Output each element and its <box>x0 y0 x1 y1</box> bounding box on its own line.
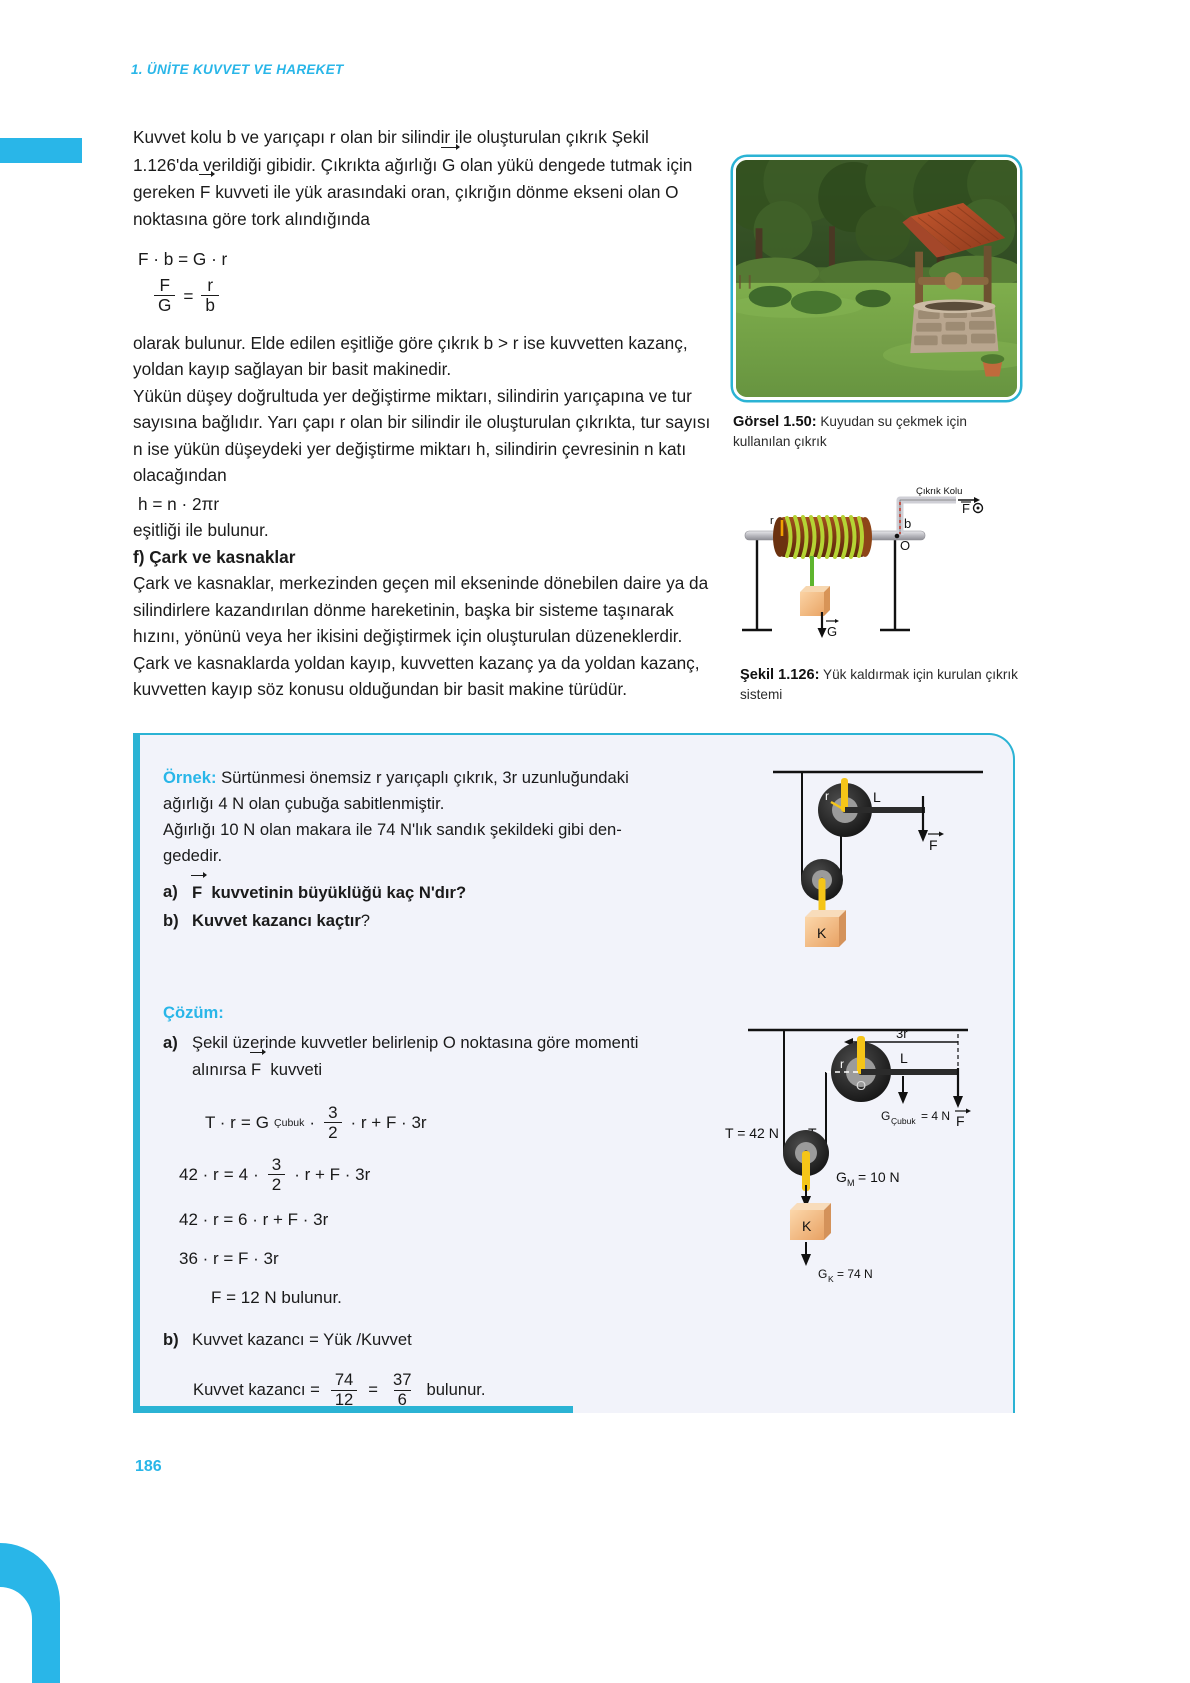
vector-g-inline-1: G <box>442 151 455 179</box>
solution-part-a-label: a) <box>163 1033 178 1052</box>
page-corner-mark <box>0 1543 60 1683</box>
caption-gorsel-text: Kuyudan su çekmek için kullanılan çıkrık <box>733 414 967 449</box>
eq1-lhs: T · r <box>205 1112 236 1132</box>
paragraph-3: Yükün düşey doğrultuda yer değiştirme miktarı, silindirin yarıçapına ve tur sayısına bağlıdır. Yarı çapı r olan bir silindir ile oluşturulan çıkrıkta, tur sayısı n ise yükün düşeydeki yer değiştirme miktarı h, silindirin çevresinin n katı olacağından <box>133 385 711 486</box>
eq1-dot: · <box>309 1112 316 1132</box>
equation-block-1 <box>138 248 715 316</box>
solution-label-gk-sub: K <box>828 1274 834 1284</box>
fraction-numerator: r <box>207 275 214 295</box>
eq2-frac-num: 3 <box>271 1155 282 1175</box>
example-question-b-label: b) <box>163 911 179 930</box>
example-question-b-tail: ? <box>360 911 371 930</box>
winch-label-f: F <box>962 501 970 516</box>
solution-part-a <box>163 1030 733 1083</box>
eq1-frac-den: 2 <box>324 1122 341 1142</box>
example-text-block <box>163 765 723 934</box>
caption-sekil-1-126 <box>740 665 1030 704</box>
eq2-dot: · <box>253 1164 259 1184</box>
photo-well-image <box>733 157 1020 400</box>
eq2-frac-den: 2 <box>268 1174 285 1194</box>
b-frac1-num: 74 <box>334 1370 354 1390</box>
example-question-a-body <box>192 879 466 906</box>
paragraph-4: eşitliği ile bulunur. <box>133 520 269 541</box>
winch-diagram-svg <box>740 480 1020 655</box>
page-number: 186 <box>135 1458 162 1475</box>
example-label-r: r <box>825 789 829 803</box>
solution-equation-3: 42 · r = 6 · r + F · 3r <box>179 1210 329 1230</box>
solution-label-gm-sub: M <box>847 1178 855 1188</box>
example-question-a <box>163 879 723 906</box>
fraction-numerator: F <box>159 275 170 295</box>
example-line-1-text: Sürtünmesi önemsiz r yarıçaplı çıkrık, 3r uzunluğundaki <box>221 768 629 787</box>
paragraph-5: Çark ve kasnaklar, merkezinden geçen mil ekseninde dönebilen daire ya da silindirlere kazandırılan dönme hareketinin, başka bir sisteme taşınarak hızını, yönünü veya her ikisini değiştirmek için oluşturulan düzeneklerdir. Çark ve kasnaklarda yoldan kayıp, kuvvetten kazanç ya da yoldan kazanç, kuvvetten kayıp söz konusu olduğundan bir basit makine türüdür. <box>133 573 709 700</box>
solution-equation-5: F = 12 N bulunur. <box>211 1288 342 1308</box>
paragraph-1-part2: olan yükü dengede tutmak için gereken <box>133 154 693 202</box>
example-line-2: ağırlığı 4 N olan çubuğa sabitlenmiştir. <box>163 794 445 813</box>
example-diagram <box>745 762 995 982</box>
solution-part-a-body <box>192 1030 638 1083</box>
example-label-F: F <box>929 837 938 853</box>
eq2-lhs: 42 · r <box>179 1164 219 1184</box>
b-frac1-den: 12 <box>331 1390 357 1410</box>
b-frac2-den: 6 <box>394 1390 411 1410</box>
solution-label-3r: 3r <box>896 1026 908 1041</box>
solution-label-r: r <box>840 1057 844 1071</box>
example-diagram-svg <box>745 762 995 982</box>
example-label-L: L <box>873 789 881 805</box>
example-question-b-body <box>192 908 370 934</box>
fraction-denominator: b <box>201 295 219 315</box>
eq2-rhs: · r + F · 3r <box>294 1164 371 1184</box>
equation-h: h = n · 2πr <box>138 493 220 514</box>
solution-equations <box>179 1103 733 1311</box>
vector-f-inline-1: F <box>200 178 211 206</box>
eq1-fraction <box>324 1103 341 1142</box>
b-result-post: bulunur. <box>426 1380 486 1400</box>
fraction-r-over-b <box>201 276 219 316</box>
paragraph-1 <box>133 124 715 232</box>
solution-label-gm: G <box>836 1169 847 1185</box>
solution-part-a-line1: Şekil üzerinde kuvvetler belirlenip O noktasına göre momenti <box>192 1033 639 1052</box>
solution-label-F: F <box>956 1113 965 1129</box>
solution-label-gm-val: = 10 N <box>858 1169 900 1185</box>
solution-part-b <box>163 1327 733 1353</box>
vector-f-solution: F <box>251 1056 261 1083</box>
eq1-g: G <box>255 1112 270 1132</box>
equals-sign: = <box>183 285 194 306</box>
eq2-coef: 4 <box>238 1164 249 1184</box>
solution-diagram <box>718 1010 1013 1295</box>
solution-label-gcubuk: G <box>881 1109 891 1123</box>
winch-label-o: O <box>900 538 911 553</box>
caption-gorsel-label: Görsel 1.50: <box>733 414 817 430</box>
main-text-column <box>133 124 715 703</box>
equation-fb-gr: F · b = G · r <box>138 249 228 269</box>
solution-label-O: O <box>856 1078 867 1093</box>
example-panel-left-bar <box>133 733 140 1413</box>
paragraph-1-part3: kuvveti ile yük arasındaki oran, çıkrığın dönme ekseni olan O noktasına göre tork alındığında <box>133 182 679 229</box>
example-question-b <box>163 908 723 934</box>
fraction-denominator: G <box>154 295 175 315</box>
eq1-equals: = <box>240 1112 251 1132</box>
solution-label-gcubuk-val: = 4 N <box>921 1109 951 1123</box>
winch-label-r: r <box>770 515 774 527</box>
vector-f-question-a: F <box>192 879 202 906</box>
solution-part-a-line2-pre: alınırsa <box>192 1060 247 1079</box>
eq1-frac-num: 3 <box>328 1103 338 1122</box>
solution-part-a-line2-post: kuvveti <box>270 1060 323 1079</box>
solution-equation-4: 36 · r = F · 3r <box>179 1249 279 1269</box>
b-equals: = <box>368 1380 378 1400</box>
solution-title: Çözüm: <box>163 1003 224 1022</box>
solution-part-b-result <box>193 1371 733 1409</box>
b-frac2-num: 37 <box>393 1370 412 1390</box>
eq2-equals: = <box>223 1164 234 1184</box>
solution-part-b-line: Kuvvet kazancı = Yük /Kuvvet <box>192 1330 412 1350</box>
solution-equation-2 <box>179 1155 733 1194</box>
fraction-f-over-g <box>154 276 175 316</box>
figure-winch-diagram <box>740 480 1020 655</box>
subsection-heading-f: f) Çark ve kasnaklar <box>133 546 296 567</box>
solution-label-K: K <box>802 1218 812 1234</box>
example-question-a-text: kuvvetinin büyüklüğü kaç N'dır? <box>211 883 467 902</box>
winch-label-b: b <box>904 516 912 531</box>
solution-label-gk-val: = 74 N <box>837 1267 873 1281</box>
solution-equation-1 <box>205 1103 733 1142</box>
solution-diagram-svg <box>718 1010 1013 1295</box>
eq1-rhs: · r + F · 3r <box>350 1112 427 1132</box>
paragraph-2: olarak bulunur. Elde edilen eşitliğe göre çıkrık b > r ise kuvvetten kazanç, yoldan kayıp sağlayan bir basit makinedir. <box>133 332 688 380</box>
equation-ratio <box>150 276 715 316</box>
solution-block <box>163 1000 733 1409</box>
caption-sekil-label: Şekil 1.126: <box>740 667 820 683</box>
solution-label-gcubuk-sub: Çubuk <box>891 1116 916 1126</box>
example-line-4: gededir. <box>163 846 223 865</box>
caption-gorsel-1-50 <box>733 412 1023 451</box>
paragraph-1-part1: Kuvvet kolu b ve yarıçapı r olan bir silindir ile oluşturulan çıkrık Şekil 1.126'da verildiği gibidir. Çıkrıkta ağırlığı <box>133 127 649 175</box>
solution-label-T1: T = 42 N <box>725 1125 779 1141</box>
example-title: Örnek: <box>163 768 217 787</box>
b-result-pre: Kuvvet kazancı = <box>193 1380 320 1400</box>
example-question-a-label: a) <box>163 882 178 901</box>
example-label-K: K <box>817 925 827 941</box>
b-fraction-1 <box>331 1371 357 1409</box>
b-fraction-2 <box>389 1371 415 1409</box>
solution-label-gk: G <box>818 1267 828 1281</box>
solution-label-L: L <box>900 1050 908 1066</box>
eq1-g-sub: Çubuk <box>274 1116 305 1129</box>
winch-label-g: G <box>827 624 838 639</box>
example-line-1 <box>163 765 723 791</box>
winch-label-handle: Çıkrık Kolu <box>916 486 963 497</box>
page-edge-tab <box>0 138 82 163</box>
eq2-fraction <box>268 1155 285 1194</box>
example-line-3: Ağırlığı 10 N olan makara ile 74 N'lık sandık şekildeki gibi den- <box>163 820 622 839</box>
example-question-b-text: Kuvvet kazancı kaçtır <box>192 911 361 930</box>
solution-part-b-label: b) <box>163 1330 179 1350</box>
well-photo-svg <box>736 160 1017 397</box>
caption-sekil-text: Yük kaldırmak için kurulan çıkrık sistemi <box>740 667 1018 702</box>
page-corner-mark-inner <box>0 1587 32 1683</box>
running-head: 1. ÜNİTE KUVVET VE HAREKET <box>131 62 344 77</box>
